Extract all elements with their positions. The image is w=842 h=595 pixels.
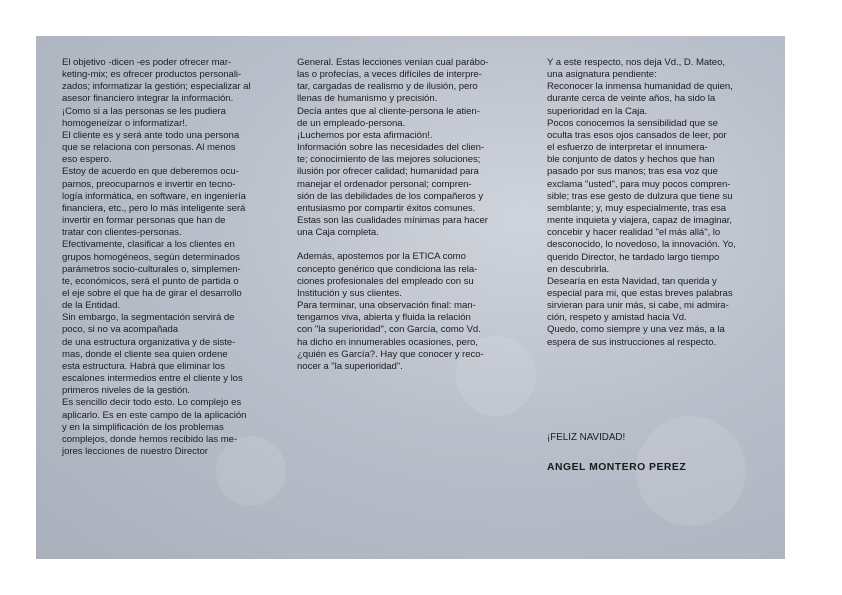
- text-line: Efectivamente, clasificar a los clientes en: [62, 239, 235, 251]
- text-line: primeros niveles de la gestión.: [62, 385, 191, 397]
- text-line: Estoy de acuerdo en que deberemos ocu-: [62, 166, 239, 178]
- text-line: parnos, preocuparnos e invertir en tecno-: [62, 178, 236, 190]
- text-line: de una estructura organizativa y de siste-: [62, 336, 236, 348]
- text-line: una Caja completa.: [297, 227, 379, 239]
- column-1: [62, 57, 298, 458]
- text-line: de la Entidad.: [62, 300, 120, 312]
- text-line: grupos homogéneos, según determinados: [62, 251, 240, 263]
- text-line: nocer a "la superioridad".: [297, 360, 403, 372]
- text-line: Reconocer la inmensa humanidad de quien,: [547, 81, 733, 93]
- text-line: sirvieran para unir más, si cabe, mi admira-: [547, 300, 729, 312]
- signature: ANGEL MONTERO PEREZ: [547, 462, 687, 473]
- text-line: poco, si no va acompañada: [62, 324, 179, 336]
- text-line: invertir en formar personas que han de: [62, 215, 226, 227]
- text-line: oculta tras esos ojos cansados de leer, por: [547, 129, 727, 141]
- text-line: asesor financiero integrar la información.: [62, 93, 234, 105]
- text-line: Es sencillo decir todo esto. Lo complejo es: [62, 397, 242, 409]
- text-panel: [36, 36, 785, 559]
- text-line: Además, apostemos por la ETICA como: [297, 251, 466, 263]
- text-line: Decía antes que al cliente-persona le atien-: [297, 105, 480, 117]
- text-line: ble conjunto de datos y hechos que han: [547, 154, 715, 166]
- text-line: El cliente es y será ante todo una persona: [62, 129, 240, 141]
- column-2: [297, 57, 533, 373]
- text-line: [297, 239, 533, 251]
- text-line: llenas de humanismo y precisión.: [297, 93, 438, 105]
- text-line: Sin embargo, la segmentación servirá de: [62, 312, 235, 324]
- text-line: ¡Como si a las personas se les pudiera: [62, 105, 226, 117]
- text-line: superioridad en la Caja.: [547, 105, 648, 117]
- text-line: Pocos conocemos la sensibilidad que se: [547, 117, 718, 129]
- text-line: jores lecciones de nuestro Director: [62, 446, 208, 457]
- text-line: te; conocimiento de las mejores soluciones;: [297, 154, 481, 166]
- text-line: ilusión por ofrecer calidad; humanidad para: [297, 166, 479, 178]
- text-line: mas, donde el cliente sea quien ordene: [62, 348, 228, 360]
- text-line: espera de sus instrucciones al respecto.: [547, 336, 717, 348]
- text-line: entusiasmo por compartir éxitos comunes.: [297, 202, 476, 214]
- text-line: el eje sobre el que ha de girar el desarrollo: [62, 287, 242, 299]
- text-line: con "la superioridad", con García, como Vd.: [297, 324, 481, 336]
- column-3: [547, 57, 783, 349]
- text-line: logía informática, en software, en ingeniería: [62, 190, 246, 202]
- text-line: Desearía en esta Navidad, tan querida y: [547, 275, 717, 287]
- text-line: sible; tras ese gesto de dulzura que tiene su: [547, 190, 733, 202]
- text-line: Institución y sus clientes.: [297, 287, 402, 299]
- text-line: concepto genérico que condiciona las rela-: [297, 263, 478, 275]
- text-line: querido Director, he tardado largo tiempo: [547, 251, 720, 263]
- text-line: el esfuerzo de interpretar el innumera-: [547, 142, 708, 154]
- text-line: te, económicos, será el punto de partida o: [62, 275, 239, 287]
- text-line: aplicarlo. Es en este campo de la aplicación: [62, 409, 247, 421]
- text-line: concebir y hacer realidad "el más allá", lo: [547, 227, 721, 239]
- text-line: Información sobre las necesidades del clien-: [297, 142, 485, 154]
- text-line: homogeneizar o informatizar!.: [62, 117, 188, 129]
- text-line: desconocido, lo novedoso, la innovación. Yo,: [547, 239, 736, 251]
- text-line: zados; informatizar la gestión; especializar al: [62, 81, 251, 93]
- text-line: durante cerca de veinte años, ha sido la: [547, 93, 716, 105]
- text-line: complejos, donde hemos recibido las me-: [62, 433, 238, 445]
- text-line: que se relaciona con personas. Al menos: [62, 142, 236, 154]
- text-line: eso espero.: [62, 154, 112, 166]
- text-line: ción, respeto y amistad hacia Vd.: [547, 312, 687, 324]
- text-line: Y a este respecto, nos deja Vd., D. Mateo,: [547, 57, 725, 68]
- text-line: ¿quién es García?. Hay que conocer y reco-: [297, 348, 484, 360]
- text-line: Estas son las cualidades mínimas para hacer: [297, 215, 488, 227]
- text-line: una asignatura pendiente:: [547, 69, 657, 81]
- text-line: manejar el ordenador personal; compren-: [297, 178, 472, 190]
- text-line: especial para mi, que estas breves palabras: [547, 287, 733, 299]
- text-line: tar, cargadas de realismo y de ilusión, pero: [297, 81, 478, 93]
- text-line: tengamos viva, abierta y fluida la relación: [297, 312, 471, 324]
- text-line: de un empleado-persona.: [297, 117, 406, 129]
- greeting: ¡FELIZ NAVIDAD!: [547, 432, 626, 443]
- text-line: mente inquieta y viajera, capaz de imaginar,: [547, 215, 732, 227]
- text-line: parámetros socio-culturales o, simplemen-: [62, 263, 241, 275]
- text-line: las o profecías, a veces difíciles de interpre-: [297, 69, 482, 81]
- text-line: Quedo, como siempre y una vez más, a la: [547, 324, 725, 336]
- text-line: ha dicho en innumerables ocasiones, pero,: [297, 336, 478, 348]
- text-line: keting-mix; es ofrecer productos personali-: [62, 69, 242, 81]
- text-line: ciones profesionales del empleado con su: [297, 275, 474, 287]
- text-line: escalones intermedios entre el cliente y los: [62, 373, 243, 385]
- text-line: El objetivo -dicen -es poder ofrecer mar-: [62, 57, 232, 68]
- text-line: tratar con clientes-personas.: [62, 227, 182, 239]
- text-line: esta estructura. Habrá que eliminar los: [62, 360, 225, 372]
- text-line: exclama "usted", para muy pocos compren-: [547, 178, 731, 190]
- text-line: financiera, etc., pero lo más inteligente será: [62, 202, 246, 214]
- text-line: ¡Luchemos por esta afirmación!.: [297, 129, 433, 141]
- text-line: semblante; y, muy especialmente, tras esa: [547, 202, 727, 214]
- text-line: Para terminar, una observación final: man-: [297, 300, 476, 312]
- text-line: pasado por sus manos; tras esa voz que: [547, 166, 718, 178]
- text-line: y en la simplificación de los problemas: [62, 421, 224, 433]
- text-line: en descubrirla.: [547, 263, 610, 275]
- text-line: sión de las debilidades de los compañeros y: [297, 190, 484, 202]
- text-line: General. Estas lecciones venían cual parábo-: [297, 57, 489, 68]
